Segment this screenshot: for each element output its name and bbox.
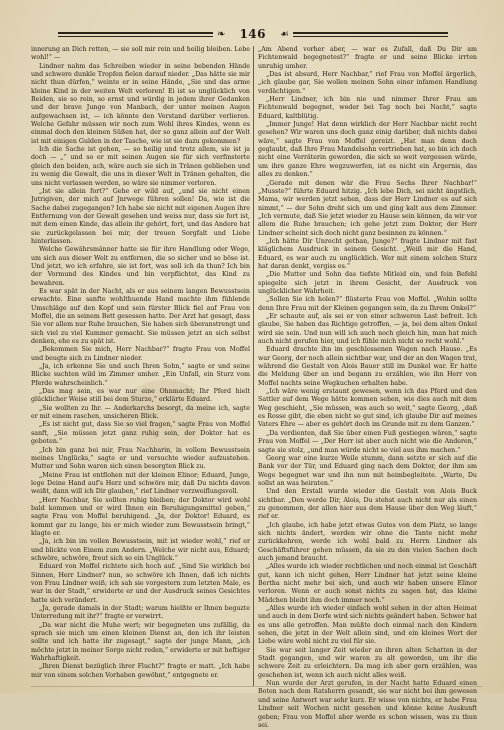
header-rule-right [293,32,448,37]
paragraph: „Meine Frau ist entflohen mit der kleinen Elinor; Eduard, Junge, lege Deine Hand auf's Herz und schwöre mir, daß Du nichts davon weißt, dann will ich Dir glauben,“ rief Lindner verzweiflungsvoll. [31,471,250,496]
paragraph: „Sie wollten zu Ihr. — Anderkarchs besorgt, da meine ich, sagte er mit einem raschen, unsicheren Blick. [31,404,250,421]
paragraph: Georg war eine kurze Weile stumm, dann setzte er sich auf die Bank vor der Tür, und Eduard ging nach dem Doktor, der ihm am Wege begegnet war und ihn nun mit heimbegleitete. „Warte, Du sollst an was heiraten.“ [258,454,477,487]
paragraph: „Da verdienten, daß Sie über einen Fuß gestiegen wären,“ sagte Frau von Moffel — „Der Herr ist aber auch nicht wie die Anderen,“ sagte sie stolz, „und man würde nicht so viel aus ihm machen.“ [258,429,477,454]
paragraph: „Ich bin ganz bei mir, Frau Nachbarin, in vollem Bewusstsein meines Unglücks,“ sagte er und versuchte wieder aufzustehen. Mutter und Sohn waren sich einen besorgten Blick zu. [31,446,250,471]
paragraph: „Er schaute auf, als sei er von einer schweren Last befreit. Ich glaube, Sie haben das Richtige getroffen, — ja, bei dem alten Onkel wird sie sein. Und nun will ich auch noch gleich hin, man hat mich auch nicht gerufen hier, und ich fühle mich nicht so recht wohl.“ [258,313,477,346]
paragraph: Welche Gewährsmänner hatte sie für ihre Handlung oder Wege, um sich aus dieser Welt zu entfernen, die so sicher und so böse ist. Und jetzt, wo ich erfahre, sie ist fort, was soll ich da thun? Ich bin der Vormund des Kindes und bin verpflichtet, das Kind zu bewahren. [31,246,250,287]
column-divider [253,46,254,686]
paragraph: Eduard drachte ihn im geschlossenen Wagen nach Hause. „Es war Georg, der noch allein sichtbar war, und der an den Wagen trat, während die Gestalt von Alois Bauer still im Dunkel war. Er hatte die Meldung über an und begann zu erzählen, wie ihn Herr von Moffel nachts seine Wegkuchen erhalten habe. [258,346,478,387]
ornament-right-icon: ☙ [280,28,289,40]
paragraph: „Alles wurde ich wieder einfach wohl sehen in der alten Heimat und auch in dem Dorfe wird sich nichts geändert haben. Schwer hat es uns alle getroffen. Man müßte doch einmal nach den Kindern sehen, die jetzt in der Welt allein sind, und ein kleines Wort der Liebe wäre wohl nicht zu viel für sie. [258,605,477,646]
paragraph: „Ich wäre wenig erstaunt gewesen, wenn ich das Pferd und den Sattler auf dem Wege hätte kommen sehen, wie dies auch mit dem Weg geschieht, „Sie müssen, was auch so weit,“ sagte Georg, „daß es Rosse gibt, die eben nicht so gut sind, ich glaube Dir auf meines Vaters Ehre — aber es gehört doch im Grunde mit zu dem Ganzen.“ [258,388,477,429]
paragraph: „Alles wurde ich wieder rechtlichen und noch einmal ist Geschäft gut, kann ich nicht gehen, Herr Lindner hat jetzt seine kleine Bertha nicht mehr bei sich, und auch wir haben unsere Elinor verloren. Wenn er auch sonst nichts zu sagen hat, das kleine Mädchen bleibt ihm doch immer noch.“ [258,563,477,604]
paragraph: innerung an Dich retten, — sie soll mir rein und heilig bleiben. Lebe wohl!“ — [31,46,250,62]
paragraph: „Ja, ich erkenne Sie und auch Ihren Sohn,“ sagte er und seine Blicke suchten wild im Zimmer umher. „Ein Unfall, ein Sturz vom Pferde wahrscheinlich.“ [31,363,250,387]
paragraph: Es war spät in der Nacht, als er aus seinem langen Bewusstsein erwachte. Eine sanfte wohlthuende Hand machte ihm fühlende Umschläge auf den Kopf und sein fürster Blick fiel auf Frau von Moffel, die an seinem Bett gesessen hatte. Der Arzt hat gesagt, dass Sie vor allem nur Ruhe brauchen, Sie haben sich überanstrengt und sich viel zu viel Kummer gemacht. Sie müssen jetzt an sich selbst denken, ehe es zu spät ist. [31,287,250,346]
paragraph: Nun wurde der Arzt gerufen, in der Nacht hatte Eduard einen Boten nach dem Ratsherrn gesandt, sie war nicht bei ihm gewesen und seine Antwort war sehr kurz. Er wisse von nichts, er habe Frau Lindner seit Wochen nicht gesehen und könne keine Auskunft geben; Frau von Moffel aber werde es schon wissen, was zu thun sei. [258,680,477,729]
header-rule-left [58,32,213,37]
page-bottom-edge [31,686,482,687]
paragraph: „Ist sie allein fort?“ Gehe er wild auf, „und sie nicht einen Jutrigiven, der mich auf Jnrwege führen sollen! Da, wie ist die Sache dabei zugegangen? Ich habe sie nicht mit eigenen Augen ihre Entfernung von der Gewalt gesehen und weiss nur, dass sie fort ist, mit dem einen Kinde, das allein ihr gehört, fort, und das Andere hat sie zurückgelassen bei mir, der treuen Sorgfalt und Liebe hinterlassen. [31,187,250,245]
paragraph: „Ja, ich bin im vollen Bewusstsein, mit ist wieder wohl,“ rief er und blickte von Einem zum Andern. „Welche wir nicht aus, Eduard; schwöre, schwöre, freut sich so ein Unglück.“ [31,538,250,562]
paragraph: Und den Erstall wurde wieder die Gestalt von Alois Buck sichtbar. „Den werde Dir, Alois, Du stehst auch nicht nur als einen zu genommen, der allen hier aus dem Hause über den Weg läuft,“ rief er. [258,488,477,521]
paragraph: „Herr Nachbar, Sie sollten ruhig bleiben; der Doktor wird wohl bald kommen und er wird Ihnen ein Beruhigungsmittel geben,“ sagte Frau von Moffel beruhigend. „Ja, der Doktor! Eduard, es kommt gar zu lange, bis er mich wieder zum Bewusstsein bringt,“ klagte er. [31,496,250,537]
right-text-column [258,46,478,729]
ornament-left-icon: ❧ [217,28,226,40]
page-header [58,27,448,41]
paragraph: „Ihren Dienst bezüglich ihrer Flucht?“ fragte er matt. „Ich habe mir von einem solchen Vorhaben gewöhnt,“ entgegnete er. [31,663,250,679]
paragraph: „Es ist nicht gut, dass Sie so viel fragen,“ sagte Frau von Moffel sanft, „Sie müssen jetzt ganz ruhig sein, der Doktor hat es geboten.“ [31,421,250,446]
paragraph: Ich die Sache ist gehen, — so heilig und trotz allem, sie ist ja doch — „“ und so er mit seinen Augen sie für sich verfinsterte gleich den beiden, ach, wäre auch sie sich in Tränen geblieben und zu wenig die Gewalt, die uns in dieser Welt in Tränen gehalten, die uns nicht verlassen werden, so wäre sie nimmer verloren. [31,146,250,187]
paragraph: „Die Mutter und Sohn das tiefste Mitleid ein, und fein Befehl spiegelte sich jetzt in ihrem Gesicht, der Ausdruck von unglücklicher Wahrheit. [258,271,477,295]
paragraph: „Herr Lindner, ich bin nie und nimmer Ihrer Frau am Fichtenwald begegnet, weder bei Tag noch bei Nacht,“ sagte Eduard, kaltblütig. [258,96,477,120]
paragraph: Eduard von Moffel richtete sich hoch auf. „Sind Sie wirklich bei Sinnen, Herr Lindner? nun, so schwöre ich Ihnen, daß ich nichts von Frau Lindner weiß; ich sah sie vorgestern zum letzten Male, es war in der Stadt,“ erwiderte er und der Ausdruck seines Gesichtes hatte sich verändert. [31,563,250,604]
paragraph: „Da war nicht die Muhe wert; wir begegneten uns zufällig, da sprach sie mich um einen kleinen Dienst an, den ich ihr leisten sollte und ich hatte ihr zugesagt,“ sagte der junge Mann, „ich möchte jetzt in meiner Sorge nicht reden,“ erwiderte er mit heftiger Wahrhaftigkeit. [31,621,250,663]
paragraph: „Das ist absurd, Herr Nachbar,“ rief Frau von Moffel ärgerlich, „ich glaube gar, Sie wollen meinen Sohn einer infamen Handlung verdächtigen.“ [258,71,477,95]
paragraph: Sie war seit langer Zeit wieder an ihren alten Schatten in der Stadt gegangen, und wir waren zu alt geworden, um ihr die schwere Zeit zu erleichtern. Da mag ich aber gern erzählen, was geschehen ist, wenn ich auch nicht alles weiß. [258,646,477,679]
paragraph: „Bekommen Sie mich, Herr Nachbar?“ fragte Frau von Moffel und beugte sich zu Lindner nieder. [31,346,250,362]
paragraph: „Gerade mit denen wär die Frau Sechs Ihrer Nachbar!“ „Musste?“ führte Eduard hitzig. „Ich lebe Dich, sei nicht ängstlich, Mama, wir werden jetzt sehen, dass der Herr Lindner es auf sich nimmt,“ — der Sohn dreht sich um und ging kalt aus dem Zimmer. „Ich vermute, daß Sie jetzt wieder zu Hause sein können, da wir vor allem die Ruhe brauchen; ich gehe jetzt zum Doktor, der Herr Lindner scheint sich doch nicht ganz besinnen zu können.“ [258,179,477,237]
paragraph: „Ich glaube, ich habe jetzt etwas Gutes von dem Platz, so lange sich nichts ändert, werden wir ohne die Tante nicht mehr zurückkehren, werde ich wohl bald zu Herrn Lindner als Geschäftsführer gehen müssen, da sie zu den vielen Sachen doch auch jemand braucht. [258,521,477,562]
paragraph: „Immer Junge! Hat denn wirklich der Herr Nachbar nicht recht gesehen? Wir waren uns doch ganz einig darüber, daß nichts dabei wäre,“ sagte Frau von Moffel gereizt. „Hat man denn doch geglaubt, daß Ihre Frau Mandelsohn vertrieben hat, so bin ich doch nicht eine Verräterin geworden, die sich so weit vergessen würde, um ihre ganze Ehre wegzuwerfen, ist es nicht ein Ärgernis, das alles zu denken.“ [258,121,477,179]
left-text-column [31,46,250,686]
paragraph: „Ja, gerade damals in der Stadt; warum hielßte er Ihnen beguzte Unterredung mit ihr?“ fragte er verwirrt. [31,605,250,621]
paragraph: „Am Abend vorher aber, — war es Zufall, daß Du Dir am Fichtenwald begegnetest?“ fragte er und seine Blicke irrten unruhig umher. [258,46,477,70]
paragraph: Lindner nahm das Schreiben wieder in seine bebenden Hände und schwere dunkle Tropfen fielen darauf nieder. „Das hätte sie mir nicht thun dürfen,“ weinte er in seine Hände, „Sie und das arme kleine Kind in der weiten Welt verloren! Ei ist so unglücklich von Beiden, sie so rein, so ernst und würdig in jedem ihrer Gedanken und der brave Junge von Manbach, der unter meinen Augen aufgewachsen ist, — ich könnte den Verstand darüber verlieren. Welche Gefahr müssen wir noch zum Wohl ihres Kindes, wenn es einmal doch den kleinen Süßen hat, der so ganz allein auf der Welt ist mit einigen Gulden in der Tasche, wie ist sie dazu gekommen? [31,62,250,145]
paragraph: „Das mag sein, es war nur eine Ohnmacht; Ihr Pferd hielt glücklicher Weise still bei dem Sturze,“ erklärte Eduard. [31,388,250,404]
page-number: 146 [239,27,266,41]
paragraph: „Sollen Sie ich holen?“ flüsterte Frau von Moffel. „Wohin sollte denn Ihre Frau mit der Kleinen gegangen sein, da zu Ihrem Onkel?“ [258,296,477,312]
paragraph: „Ich hätte Dir Unrecht gethan, Junge?“ fragte Lindner mit fast kläglichem Ausdruck in seinem Gesicht. „Weiß mir die Hand, Eduard, es war auch zu unglücklich. Wer mit einem solchen Sturz hat daran denkt, vergiss es.“ [258,237,477,270]
